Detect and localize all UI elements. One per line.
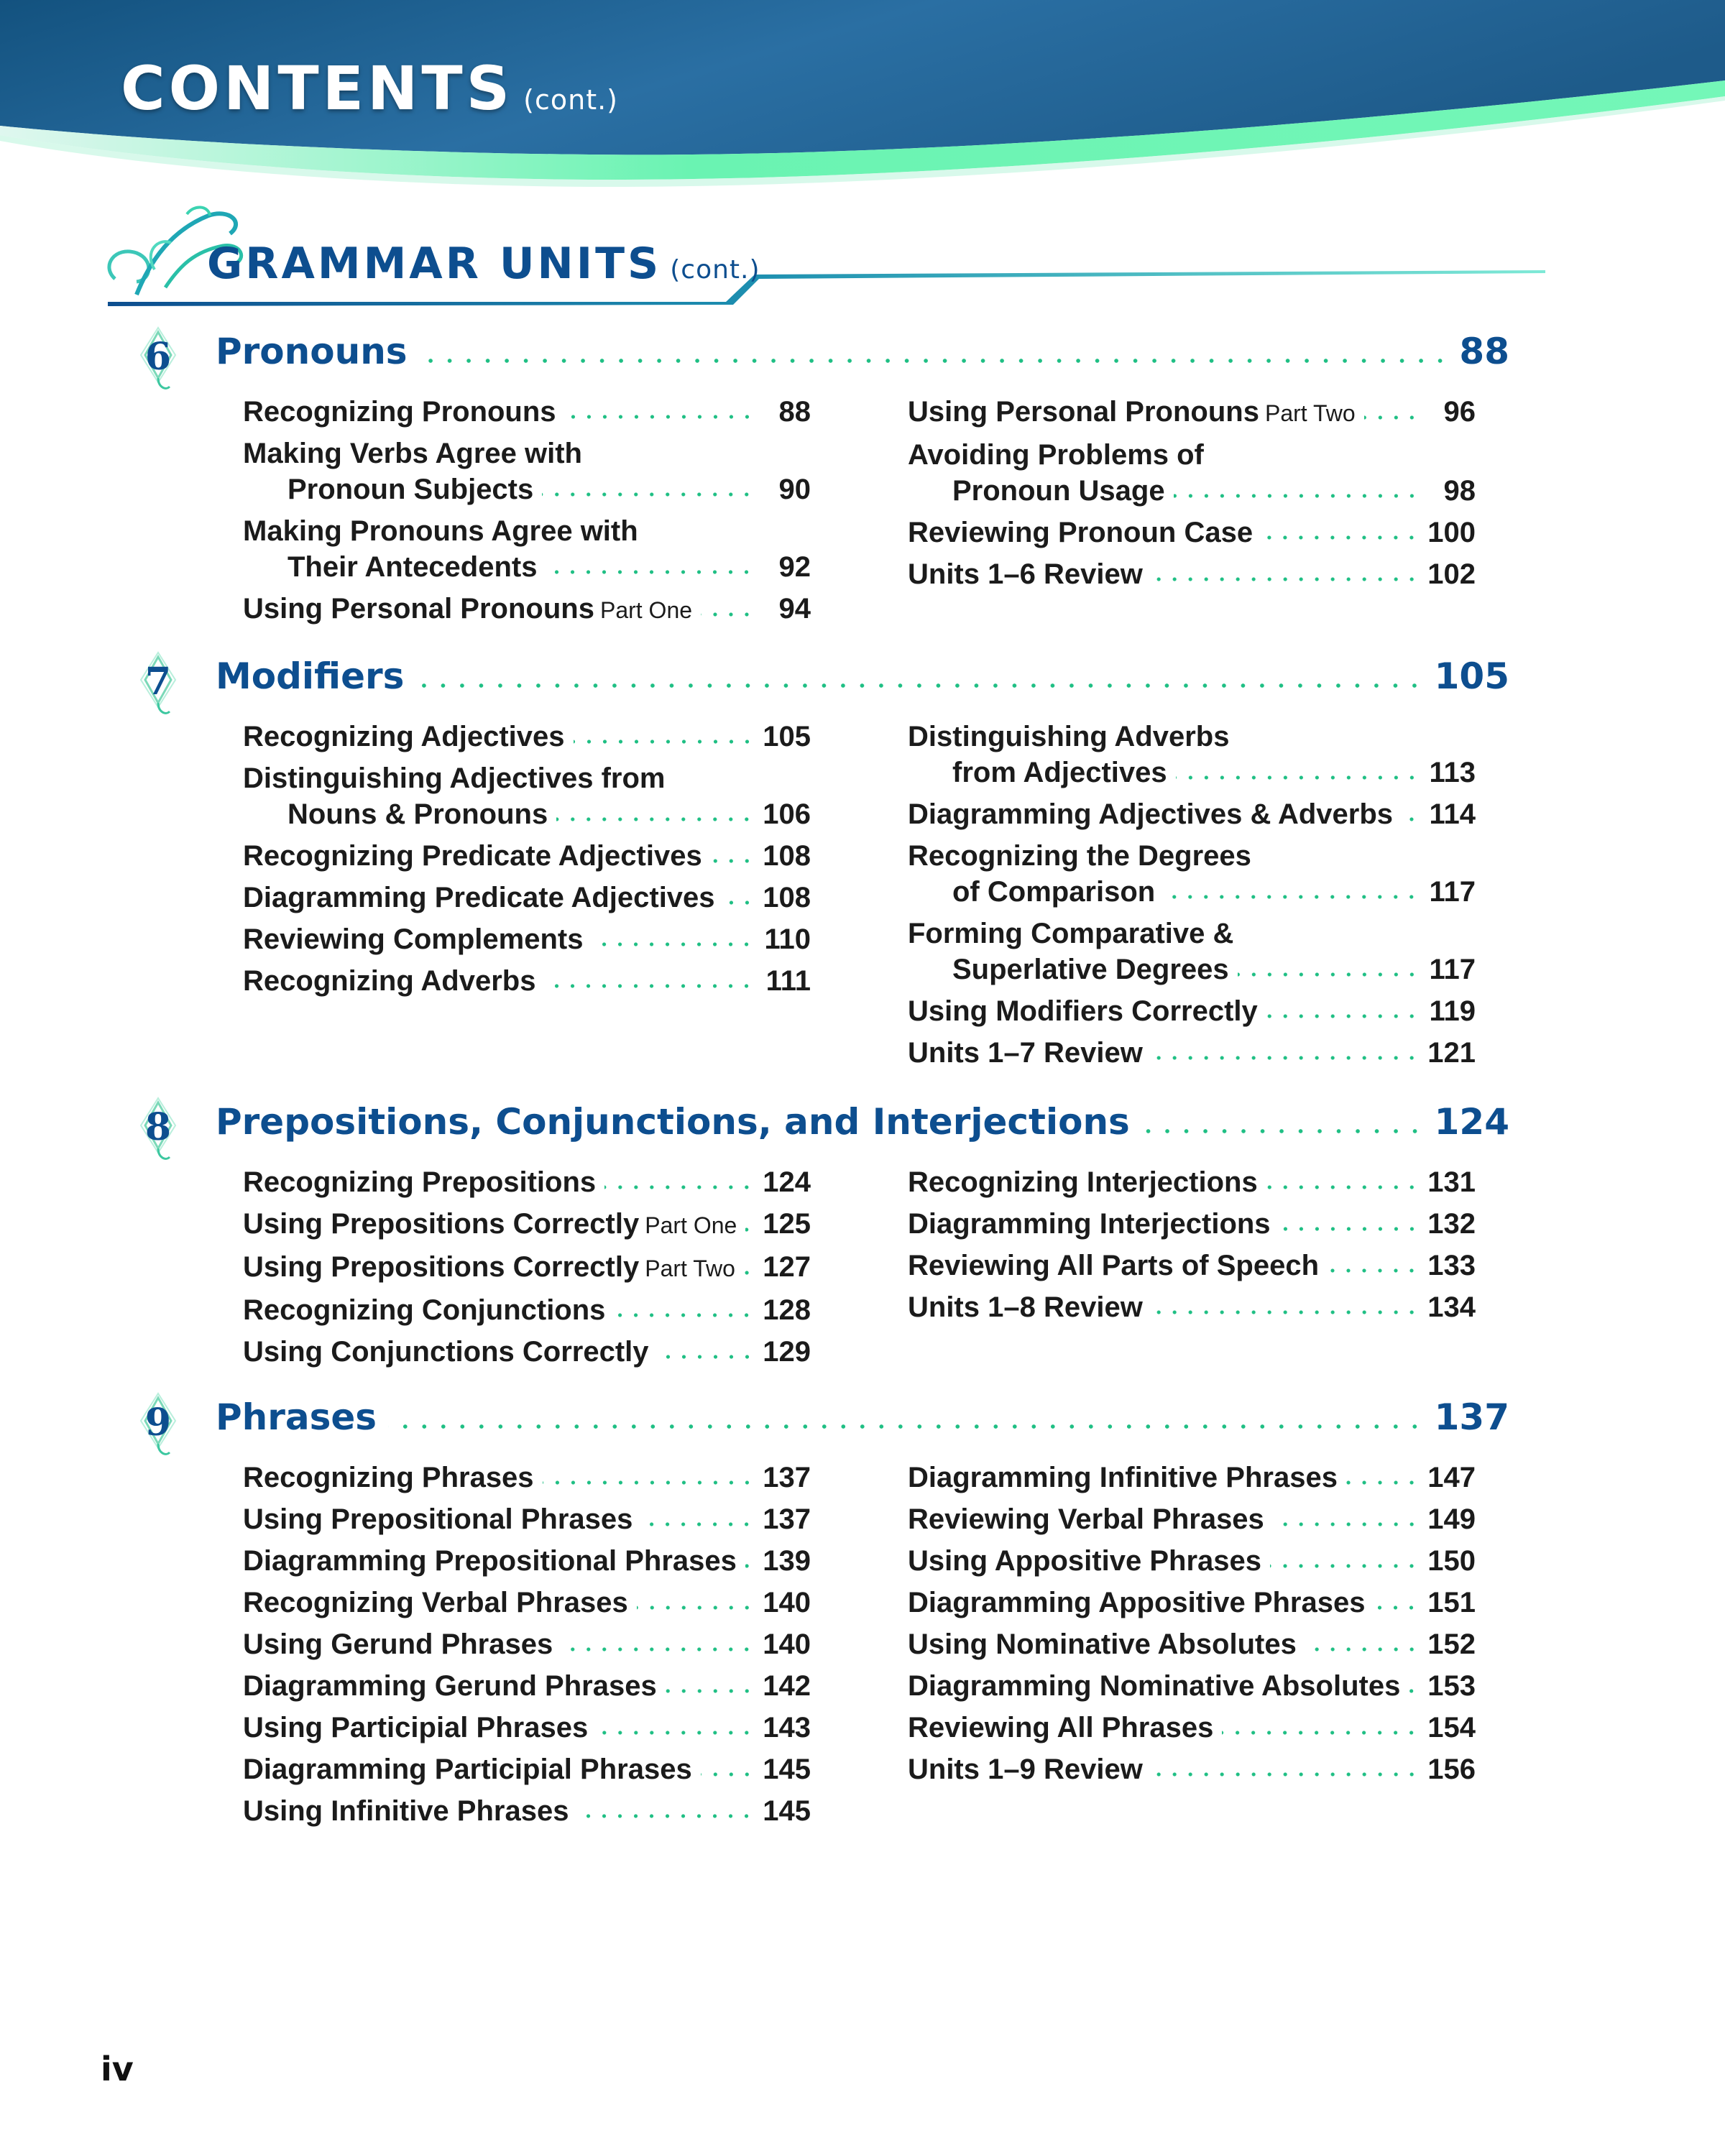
- entry-label: Recognizing Pronouns: [243, 396, 556, 428]
- unit-number: 6: [144, 335, 172, 379]
- dot-leader: [604, 1185, 755, 1189]
- entry-page-number: 137: [763, 1462, 811, 1493]
- unit-badge: [137, 326, 180, 395]
- entry-label: Using Nominative Absolutes: [908, 1628, 1297, 1660]
- entry-label: Reviewing Complements: [243, 923, 584, 955]
- dot-leader: [614, 1313, 755, 1317]
- entry-page-number: 142: [763, 1670, 811, 1702]
- toc-entry[interactable]: [243, 1249, 811, 1286]
- unit-number: 7: [144, 660, 172, 704]
- entry-page-number: 143: [763, 1712, 811, 1743]
- dot-leader: [574, 740, 755, 744]
- dot-leader: [744, 1271, 755, 1275]
- toc-entry[interactable]: [908, 1501, 1476, 1537]
- toc-entry[interactable]: [908, 394, 1476, 431]
- dot-leader: [1151, 1310, 1420, 1314]
- entry-page-number: 110: [764, 923, 811, 955]
- contents-title-text: CONTENTS: [121, 53, 514, 124]
- entry-page-number: 106: [763, 798, 811, 830]
- unit-badge: [137, 651, 180, 720]
- dot-leader: [546, 570, 755, 574]
- dot-leader: [1151, 1056, 1420, 1060]
- unit-heading[interactable]: [216, 1396, 1509, 1444]
- entry-page-number: 114: [1429, 798, 1476, 830]
- toc-entry[interactable]: [908, 1206, 1476, 1242]
- toc-entry[interactable]: [908, 993, 1476, 1029]
- dot-leader: [1176, 775, 1420, 780]
- entry-line2: [908, 952, 1476, 987]
- entry-line2: [243, 549, 811, 585]
- toc-entry[interactable]: [908, 1543, 1476, 1579]
- toc-entry[interactable]: [908, 1751, 1476, 1787]
- header-banner: [0, 0, 1725, 194]
- entry-label: Diagramming Nominative Absolutes: [908, 1670, 1401, 1702]
- toc-entry[interactable]: [243, 1206, 811, 1243]
- toc-entry[interactable]: [908, 1035, 1476, 1071]
- toc-entry[interactable]: [908, 1626, 1476, 1662]
- entry-label: Units 1–7 Review: [908, 1037, 1143, 1069]
- dot-leader: [666, 1689, 755, 1693]
- entries-column-right: [908, 719, 1476, 1077]
- entry-label: Recognizing Phrases: [243, 1462, 534, 1493]
- toc-entry[interactable]: [243, 719, 811, 755]
- dot-leader: [1270, 1564, 1420, 1568]
- entry-label-line1: Making Verbs Agree with: [243, 438, 582, 469]
- contents-title-suffix: (cont.): [523, 84, 618, 116]
- toc-entry[interactable]: [908, 1460, 1476, 1496]
- entry-label: Recognizing Predicate Adjectives: [243, 840, 702, 872]
- entry-page-number: 111: [765, 965, 811, 997]
- dot-leader: [1141, 1129, 1425, 1133]
- toc-entry[interactable]: [243, 1164, 811, 1200]
- entry-page-number: 113: [1429, 757, 1476, 788]
- toc-entry[interactable]: [243, 1710, 811, 1746]
- entry-label: Using Prepositions Correctly: [243, 1251, 640, 1283]
- entry-label: Recognizing Adverbs: [243, 965, 536, 997]
- entry-part-label: Part Two: [645, 1256, 735, 1281]
- toc-entry[interactable]: [243, 1501, 811, 1537]
- dot-leader: [1222, 1731, 1420, 1735]
- dot-leader: [1164, 895, 1420, 899]
- entry-label: Using Conjunctions Correctly: [243, 1336, 649, 1368]
- dot-leader: [641, 1522, 755, 1526]
- entry-label: Using Infinitive Phrases: [243, 1795, 569, 1827]
- entry-label: Diagramming Predicate Adjectives: [243, 882, 715, 913]
- entries-column-right: [908, 1460, 1476, 1793]
- unit-title: Modifiers: [216, 655, 405, 697]
- unit-number: 9: [144, 1401, 172, 1445]
- dot-leader: [1364, 415, 1420, 420]
- dot-leader: [1409, 1689, 1420, 1693]
- entry-label-line1: Distinguishing Adjectives from: [243, 763, 666, 794]
- entry-label-line2: Nouns & Pronouns: [288, 798, 548, 830]
- entry-label: Units 1–8 Review: [908, 1291, 1143, 1323]
- toc-entry[interactable]: [243, 921, 811, 957]
- entry-page-number: 134: [1427, 1291, 1476, 1323]
- toc-entry[interactable]: [243, 1626, 811, 1662]
- unit-number: 8: [144, 1105, 172, 1149]
- entry-page-number: 127: [763, 1251, 811, 1283]
- dot-leader: [597, 1731, 755, 1735]
- toc-entry[interactable]: [243, 1585, 811, 1621]
- entry-label: Diagramming Participial Phrases: [243, 1754, 692, 1785]
- toc-entry[interactable]: [243, 1793, 811, 1829]
- toc-entry[interactable]: [243, 394, 811, 430]
- entry-page-number: 124: [763, 1166, 811, 1198]
- entry-page-number: 154: [1427, 1712, 1476, 1743]
- entry-page-number: 108: [763, 882, 811, 913]
- entry-page-number: 88: [778, 396, 811, 428]
- entries-column-right: [908, 1164, 1476, 1331]
- unit-badge: [137, 1392, 180, 1461]
- dot-leader: [1346, 1480, 1420, 1485]
- toc-entry[interactable]: [908, 1668, 1476, 1704]
- entry-page-number: 96: [1443, 396, 1476, 428]
- entry-label: Using Participial Phrases: [243, 1712, 589, 1743]
- entry-label: Using Modifiers Correctly: [908, 995, 1258, 1027]
- entry-page-number: 156: [1427, 1754, 1476, 1785]
- toc-entry[interactable]: [908, 719, 1476, 791]
- entry-part-label: Part One: [599, 597, 693, 623]
- unit-page-number: 105: [1434, 655, 1509, 697]
- entry-page-number: 119: [1429, 995, 1476, 1027]
- entry-page-number: 129: [763, 1336, 811, 1368]
- entry-label: Using Prepositions Correctly: [243, 1208, 640, 1240]
- entry-page-number: 140: [763, 1628, 811, 1660]
- dot-leader: [724, 900, 755, 905]
- entry-label: Diagramming Appositive Phrases: [908, 1587, 1366, 1618]
- entry-label: Diagramming Adjectives & Adverbs: [908, 798, 1394, 830]
- entry-label-line1: Forming Comparative &: [908, 918, 1234, 949]
- entry-label-line2: Their Antecedents: [288, 551, 538, 583]
- entry-page-number: 151: [1427, 1587, 1476, 1618]
- entry-label-line2: Pronoun Usage: [952, 475, 1165, 507]
- dot-leader: [711, 859, 755, 863]
- toc-entry[interactable]: [908, 1164, 1476, 1200]
- toc-entry[interactable]: [908, 437, 1476, 509]
- entry-label: Diagramming Interjections: [908, 1208, 1271, 1240]
- entry-label: Reviewing All Parts of Speech: [908, 1250, 1320, 1281]
- dot-leader: [1174, 494, 1420, 498]
- dot-leader: [1266, 1014, 1420, 1018]
- toc-entry[interactable]: [908, 1289, 1476, 1325]
- toc-entry[interactable]: [908, 515, 1476, 550]
- entry-page-number: 133: [1427, 1250, 1476, 1281]
- entry-label-line2: Superlative Degrees: [952, 954, 1229, 985]
- entry-line2: [243, 796, 811, 832]
- toc-entry[interactable]: [908, 1248, 1476, 1284]
- contents-title: [121, 53, 618, 124]
- entry-page-number: 117: [1429, 954, 1476, 985]
- toc-entry[interactable]: [243, 1668, 811, 1704]
- section-title-text: GRAMMAR UNITS: [207, 239, 662, 289]
- dot-leader: [658, 1355, 755, 1359]
- entry-page-number: 139: [763, 1545, 811, 1577]
- entry-page-number: 150: [1427, 1545, 1476, 1577]
- dot-leader: [419, 359, 1450, 363]
- dot-leader: [1151, 1772, 1420, 1777]
- entry-page-number: 117: [1429, 876, 1476, 908]
- toc-entry[interactable]: [908, 556, 1476, 592]
- entry-page-number: 100: [1427, 517, 1476, 548]
- entry-page-number: 149: [1427, 1503, 1476, 1535]
- dot-leader: [1266, 1185, 1420, 1189]
- entry-page-number: 153: [1427, 1670, 1476, 1702]
- entry-label: Recognizing Interjections: [908, 1166, 1258, 1198]
- toc-entry[interactable]: [908, 796, 1476, 832]
- entry-page-number: 90: [778, 474, 811, 505]
- toc-entry[interactable]: [908, 1710, 1476, 1746]
- entry-label-line1: Making Pronouns Agree with: [243, 515, 638, 547]
- entry-page-number: 131: [1427, 1166, 1476, 1198]
- section-header: [86, 201, 1545, 309]
- unit-title: Pronouns: [216, 331, 408, 372]
- dot-leader: [745, 1564, 755, 1568]
- section-title: [207, 239, 760, 289]
- entry-page-number: 152: [1427, 1628, 1476, 1660]
- entry-label-line1: Recognizing the Degrees: [908, 840, 1251, 872]
- entry-label-line1: Distinguishing Adverbs: [908, 721, 1230, 752]
- dot-leader: [1305, 1647, 1420, 1651]
- entry-page-number: 137: [763, 1503, 811, 1535]
- entries-column-left: [243, 394, 811, 634]
- toc-entry[interactable]: [908, 1585, 1476, 1621]
- toc-entry[interactable]: [243, 1292, 811, 1328]
- entry-label: Recognizing Adjectives: [243, 721, 565, 752]
- toc-entry[interactable]: [243, 1751, 811, 1787]
- unit-heading[interactable]: [216, 331, 1509, 378]
- entry-page-number: 145: [763, 1795, 811, 1827]
- entry-label: Using Personal Pronouns: [243, 593, 594, 625]
- entry-line2: [908, 473, 1476, 509]
- dot-leader: [542, 492, 755, 497]
- toc-entry[interactable]: [243, 880, 811, 916]
- toc-entry[interactable]: [243, 1543, 811, 1579]
- dot-leader: [1238, 972, 1420, 977]
- entry-label-line2: Pronoun Subjects: [288, 474, 534, 505]
- unit-badge: [137, 1097, 180, 1166]
- dot-leader: [544, 984, 755, 988]
- toc-entry[interactable]: [908, 916, 1476, 987]
- entry-label: Reviewing All Phrases: [908, 1712, 1214, 1743]
- unit-page-number: 124: [1434, 1101, 1509, 1143]
- entry-label: Using Personal Pronouns: [908, 396, 1259, 428]
- dot-leader: [1328, 1268, 1420, 1273]
- entry-part-label: Part One: [645, 1212, 737, 1238]
- entry-page-number: 132: [1427, 1208, 1476, 1240]
- entry-page-number: 128: [763, 1294, 811, 1326]
- entry-label-line2: from Adjectives: [952, 757, 1167, 788]
- dot-leader: [1261, 535, 1420, 540]
- entry-label: Units 1–9 Review: [908, 1754, 1143, 1785]
- toc-entry[interactable]: [243, 513, 811, 585]
- dot-leader: [565, 415, 755, 419]
- entries-column-left: [243, 1164, 811, 1376]
- entry-label: Using Gerund Phrases: [243, 1628, 553, 1660]
- entry-page-number: 105: [763, 721, 811, 752]
- entry-page-number: 102: [1427, 558, 1476, 590]
- dot-leader: [701, 612, 755, 617]
- toc-entry[interactable]: [243, 436, 811, 507]
- toc-entry[interactable]: [243, 1460, 811, 1496]
- dot-leader: [543, 1480, 755, 1485]
- entry-page-number: 94: [778, 593, 811, 625]
- entry-label: Diagramming Infinitive Phrases: [908, 1462, 1338, 1493]
- entry-page-number: 125: [763, 1208, 811, 1240]
- dot-leader: [701, 1772, 755, 1777]
- unit-page-number: 88: [1459, 331, 1509, 372]
- dot-leader: [1374, 1606, 1420, 1610]
- dot-leader: [577, 1814, 755, 1818]
- dot-leader: [556, 817, 755, 821]
- entry-label-line2: of Comparison: [952, 876, 1156, 908]
- entry-label-line1: Avoiding Problems of: [908, 439, 1204, 471]
- entry-label: Using Appositive Phrases: [908, 1545, 1261, 1577]
- dot-leader: [1273, 1522, 1420, 1526]
- entry-label: Recognizing Conjunctions: [243, 1294, 606, 1326]
- entry-page-number: 98: [1443, 475, 1476, 507]
- entry-label: Reviewing Verbal Phrases: [908, 1503, 1264, 1535]
- unit-title: Phrases: [216, 1396, 377, 1438]
- entry-page-number: 147: [1427, 1462, 1476, 1493]
- entry-line2: [908, 874, 1476, 910]
- entry-label: Recognizing Verbal Phrases: [243, 1587, 628, 1618]
- dot-leader: [1402, 817, 1420, 821]
- entry-label: Recognizing Prepositions: [243, 1166, 597, 1198]
- entry-label: Diagramming Gerund Phrases: [243, 1670, 657, 1702]
- section-title-suffix: (cont.): [670, 255, 760, 285]
- toc-entry[interactable]: [243, 760, 811, 832]
- entry-page-number: 121: [1427, 1037, 1476, 1069]
- entry-page-number: 140: [763, 1587, 811, 1618]
- page-number: iv: [101, 2050, 134, 2088]
- dot-leader: [592, 942, 755, 946]
- toc-entry[interactable]: [243, 963, 811, 999]
- entry-label: Reviewing Pronoun Case: [908, 517, 1254, 548]
- toc-entry[interactable]: [243, 1334, 811, 1370]
- entry-page-number: 92: [778, 551, 811, 583]
- entries-column-left: [243, 719, 811, 1005]
- entry-page-number: 145: [763, 1754, 811, 1785]
- entry-part-label: Part Two: [1264, 400, 1356, 426]
- dot-leader: [637, 1606, 755, 1610]
- unit-heading[interactable]: [216, 1101, 1509, 1148]
- toc-entry[interactable]: [243, 838, 811, 874]
- unit-title: Prepositions, Conjunctions, and Interjections: [216, 1101, 1130, 1143]
- entry-page-number: 108: [763, 840, 811, 872]
- entries-column-left: [243, 1460, 811, 1835]
- dot-leader: [745, 1227, 755, 1232]
- entry-line2: [908, 755, 1476, 791]
- dot-leader: [388, 1424, 1425, 1429]
- entries-column-right: [908, 394, 1476, 598]
- dot-leader: [1279, 1227, 1420, 1231]
- entry-label: Units 1–6 Review: [908, 558, 1143, 590]
- toc-entry[interactable]: [908, 838, 1476, 910]
- entry-line2: [243, 471, 811, 507]
- entry-label: Diagramming Prepositional Phrases: [243, 1545, 737, 1577]
- entry-label: Using Prepositional Phrases: [243, 1503, 633, 1535]
- dot-leader: [561, 1647, 755, 1651]
- unit-heading[interactable]: [216, 655, 1509, 703]
- unit-page-number: 137: [1434, 1396, 1509, 1438]
- dot-leader: [1151, 577, 1420, 581]
- toc-entry[interactable]: [243, 591, 811, 628]
- dot-leader: [415, 683, 1424, 688]
